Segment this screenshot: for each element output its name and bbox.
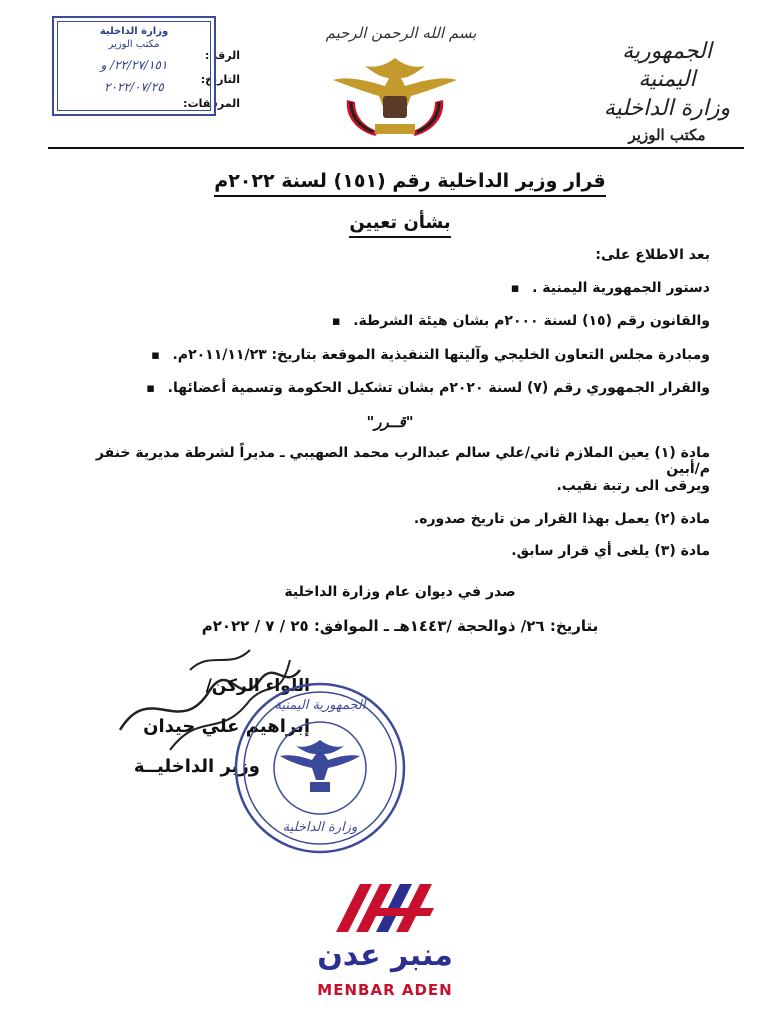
ref-date-label: التاريخ: (200, 73, 240, 86)
issued-place: صدر في ديوان عام وزارة الداخلية (284, 584, 516, 600)
header-divider (48, 147, 744, 149)
article-3: مادة (٣) يلغى أي قرار سابق. (511, 543, 710, 559)
intro-text: بعد الاطلاع على: (595, 247, 710, 263)
registry-stamp (52, 16, 216, 116)
preamble-item: ومبادرة مجلس التعاون الخليجي وآليتها التنفيذية الموقعة بتاريخ: ٢٠١١/١١/٢٣م. ▪ (120, 347, 710, 363)
stamp-date: ٢٠٢٢/٠٧/٢٥ (104, 80, 164, 94)
preamble-item: والقانون رقم (١٥) لسنة ٢٠٠٠م بشان هيئة الشرطة. ▪ (120, 313, 710, 329)
logo-arabic-text: منبر عدن (317, 938, 453, 973)
decree-subtitle: بشأن تعيين (300, 212, 500, 233)
article-1-continued: ويرقى الى رتبة نقيب. (556, 478, 710, 494)
ref-number-label: الرقم: (205, 49, 240, 62)
eagle-emblem-icon (325, 52, 465, 142)
stamp-office: مكتب الوزير (108, 39, 160, 50)
stamp-number: ٢٢/٢٧/١٥١/ و (100, 58, 168, 72)
preamble-item: دستور الجمهورية اليمنية . ▪ (120, 280, 710, 296)
letterhead-right (592, 38, 742, 146)
office-name: مكتب الوزير (628, 126, 706, 144)
ministry-seal (232, 680, 408, 860)
seal-bottom-text: وزارة الداخلية (282, 820, 358, 835)
preamble-item: والقرار الجمهوري رقم (٧) لسنة ٢٠٢٠م بشان تشكيل الحكومة وتسمية أعضائها. ▪ (120, 380, 710, 396)
logo-english-text: MENBAR ADEN (317, 981, 453, 999)
ministry-name: وزارة الداخلية (603, 96, 731, 121)
menbar-aden-logo-icon (330, 878, 440, 934)
basmala: بسم الله الرحمن الرحيم (325, 24, 477, 42)
seal-eagle-icon (280, 740, 360, 780)
signatory-rank: اللواء الركن/ (205, 676, 310, 696)
country-name: الجمهورية اليمنية (622, 39, 712, 92)
issued-date: بتاريخ: ٢٦/ ذوالحجة /١٤٤٣هـ ـ الموافق: ٢٥ / ٧ / ٢٠٢٢م (201, 617, 599, 635)
stamp-ministry: وزارة الداخلية (99, 26, 169, 37)
ref-attachments-label: المرفقات: (183, 97, 240, 110)
article-2: مادة (٢) يعمل بهذا القرار من تاريخ صدوره. (413, 511, 710, 527)
signatory-position: وزير الداخليــة (133, 756, 260, 777)
decided-heading: "قــرر" (366, 413, 414, 431)
decree-title: قرار وزير الداخلية رقم (١٥١) لسنة ٢٠٢٢م (150, 170, 670, 192)
seal-top-text: الجمهورية اليمنية (274, 698, 366, 713)
article-1: مادة (١) يعين الملازم ثاني/علي سالم عبدالرب محمد الصهيبي ـ مديراً لشرطة مديرية خنفر م/أبين (95, 445, 710, 477)
signatory-name: إبراهيم علي حيدان (143, 716, 310, 737)
